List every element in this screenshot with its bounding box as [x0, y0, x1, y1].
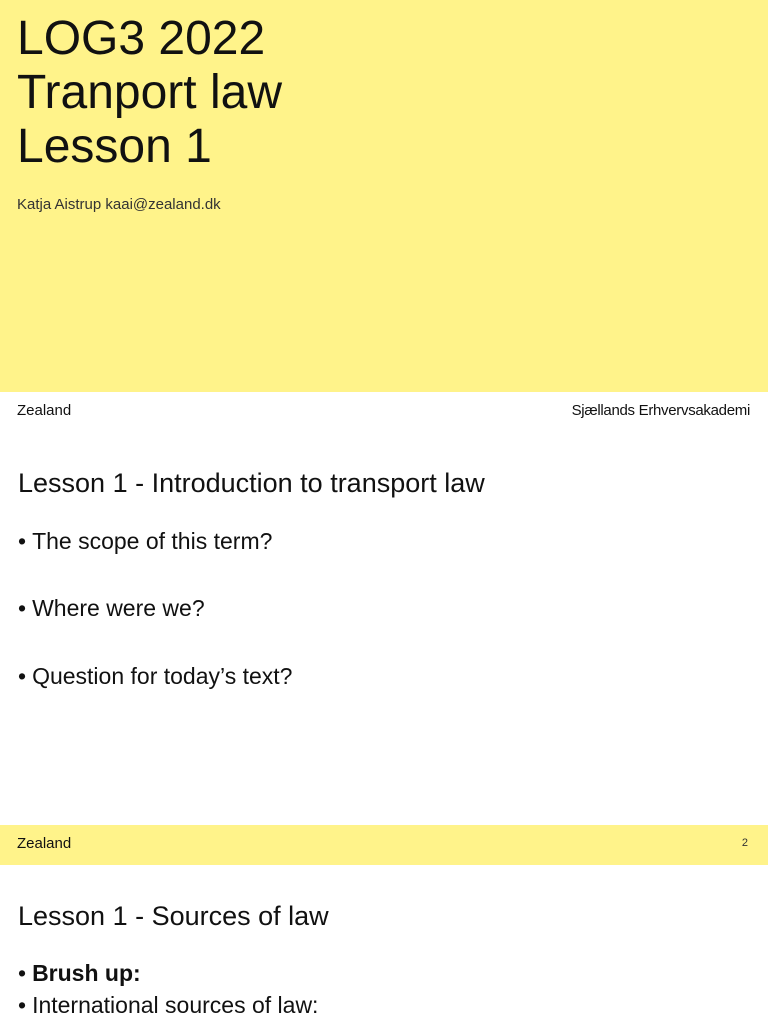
bullet-item: • Brush up: [18, 960, 141, 986]
bullet-icon: • [18, 992, 27, 1018]
bullet-icon: • [18, 595, 27, 621]
slide-3-title: Lesson 1 - Sources of law [18, 901, 329, 931]
footer-brand: Zealand [17, 835, 72, 852]
bullet-icon: • [18, 528, 27, 554]
bullet-item: • International sources of law: [18, 992, 319, 1018]
slide-footer-1 [0, 392, 768, 432]
title-slide [0, 0, 768, 392]
footer-institution: Sjællands Erhvervsakademi [571, 402, 750, 419]
bullet-item: • The scope of this term? [18, 528, 273, 554]
footer-brand: Zealand [17, 402, 72, 419]
slide-2-title: Lesson 1 - Introduction to transport law [18, 468, 485, 498]
title-line-1: LOG3 2022 [17, 12, 266, 65]
bullet-item: • Question for today’s text? [18, 663, 293, 689]
title-line-2: Tranport law [17, 66, 282, 119]
page-number: 2 [741, 837, 748, 849]
bullet-item: • Where were we? [18, 595, 205, 621]
bullet-icon: • [18, 960, 27, 986]
bullet-icon: • [18, 663, 27, 689]
title-line-3: Lesson 1 [17, 120, 212, 173]
slide-footer-2 [0, 825, 768, 865]
author-email: Katja Aistrup kaai@zealand.dk [17, 196, 221, 213]
